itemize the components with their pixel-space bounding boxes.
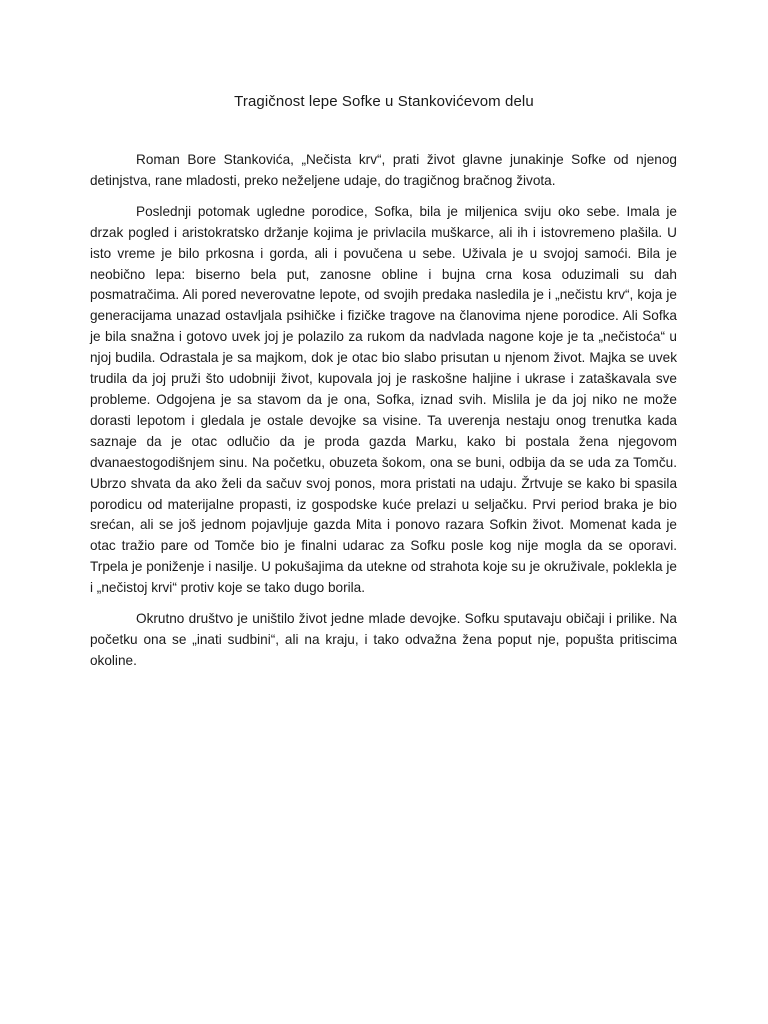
paragraph-conclusion: Okrutno društvo je uništilo život jedne mlade devojke. Sofku sputavaju običaji i prilike. Na početku ona se „inati sudbini“, ali na kraju, i tako odvažna žena poput nje, popušta pritiscima okoline. — [90, 611, 677, 668]
document-title: Tragičnost lepe Sofke u Stankovićevom delu — [234, 93, 534, 110]
paragraph-main: Poslednji potomak ugledne porodice, Sofka, bila je miljenica sviju oko sebe. Imala je drzak pogled i aristokratsko držanje kojima je privlacila muškarce, ali ih i istovremeno plašila. U isto vreme je bilo prkosna i gorda, ali i povučena u sebe. Uživala je u svojoj samoći. Bila je neobično lepa: biserno bela put, zanosne obline i bujna crna kosa oduzimali su dah posmatračima. Ali pored neverovatne lepote, od svojih predaka nasledila je i „nečistu krv“, koja je generacijama unazad ostavljala psihičke i fizičke tragove na članovima njene porodice. Ali Sofka je bila snažna i gotovo uvek joj je polazilo za rukom da nadvlada nagone koje je ta „nečistoća“ u njoj budila. Odrastala je sa majkom, dok je otac bio slabo prisutan u njenom život. Majka se uvek trudila da joj pruži što udobniji život, kupovala joj je raskošne haljine i ukrase i zataškavala sve probleme. Odgojena je sa stavom da je ona, Sofka, iznad svih. Mislila je da joj niko ne može dorasti lepotom i gledala je ostale devojke sa visine. Ta uverenja nestaju onog trenutka kada saznaje da je otac odlučio da je proda gazda Marku, kako bi postala žena njegovom dvanaestogodišnjem sinu. Na početku, obuzeta šokom, ona se buni, odbija da se uda za Tomču. Ubrzo shvata da ako želi da sačuv svoj ponos, mora pristati na udaju. Žrtvuje se kako bi spasila porodicu od materijalne propasti, iz gospodske kuće prelazi u seljačku. Prvi period braka je bio srećan, ali se još jednom pojavljuje gazda Mita i ponovo razara Sofkin život. Momenat kada je otac tražio pare od Tomče bio je finalni udarac za Sofku posle kog nije mogla da se oporavi. Trpela je poniženje i nasilje. U pokušajima da utekne od strahota koje su je okruživale, poklekla je i „nečistoj krvi“ protiv koje se tako dugo borila. — [90, 203, 677, 596]
paragraph-intro: Roman Bore Stankovića, „Nečista krv“, prati život glavne junakinje Sofke od njenog detinjstva, rane mladosti, preko neželjene udaje, do tragičnog bračnog života. — [90, 152, 677, 188]
document-body — [90, 150, 677, 682]
